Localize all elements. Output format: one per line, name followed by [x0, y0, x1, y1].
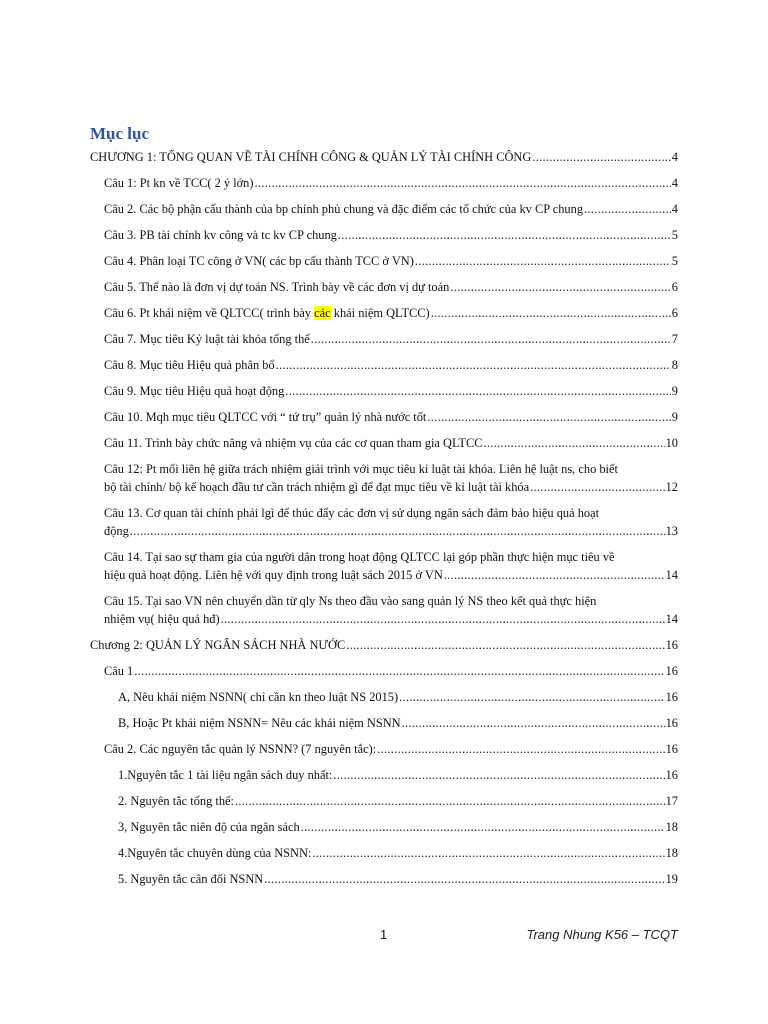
toc-entry[interactable]: [90, 636, 678, 654]
toc-entry-page: 9: [671, 384, 678, 398]
toc-entry-text: [104, 304, 430, 322]
toc-entry-page: 16: [665, 664, 678, 678]
toc-entry-page: 18: [665, 820, 678, 834]
toc-entry-page: 16: [665, 716, 678, 730]
dot-leader: [311, 330, 671, 348]
toc-title: Mục lục: [90, 124, 150, 143]
dot-leader: [301, 818, 665, 836]
toc-entry[interactable]: [90, 844, 678, 862]
toc-entry-text-part: Câu 6. Pt khái niệm về QLTCC( trình bày: [104, 306, 315, 320]
toc-entry[interactable]: [90, 818, 678, 836]
toc-entry-page: 14: [665, 612, 678, 626]
toc-entry-text: Câu 2. Các nguyên tắc quản lý NSNN? (7 nguyên tắc):: [104, 742, 377, 756]
toc-entry-text: 4.Nguyên tắc chuyên dùng của NSNN:: [118, 846, 312, 860]
toc-entry-page: 9: [671, 410, 678, 424]
toc-entry-text-part: khái niệm QLTCC): [330, 306, 430, 320]
toc-entry-page: 7: [671, 332, 678, 346]
dot-leader: [255, 174, 671, 192]
toc-entry[interactable]: [90, 870, 678, 888]
toc-entry[interactable]: [90, 662, 678, 680]
dot-leader: [134, 662, 664, 680]
toc-entry[interactable]: [90, 252, 678, 270]
toc-entry-page: 16: [665, 742, 678, 756]
toc-entry[interactable]: [90, 304, 678, 322]
toc-entry-page: 13: [665, 524, 678, 538]
dot-leader: [431, 304, 671, 322]
toc-entry-text: Chương 2: QUẢN LÝ NGÂN SÁCH NHÀ NƯỚC: [90, 638, 346, 652]
toc-entry-text: 3, Nguyên tắc niên độ của ngân sách: [118, 820, 300, 834]
dot-leader: [415, 252, 671, 270]
toc-entry-text: Câu 4. Phân loại TC công ở VN( các bp cấu thành TCC ở VN): [104, 254, 414, 268]
toc-entry-page: 4: [671, 176, 678, 190]
toc-entry[interactable]: [90, 408, 678, 426]
toc-entry-page: 14: [665, 568, 678, 582]
toc-entry[interactable]: [90, 174, 678, 192]
toc-entry-page: 19: [665, 872, 678, 886]
toc-entry-page: 6: [671, 306, 678, 320]
footer-page-number: 1: [380, 927, 388, 942]
toc-entry-text: A, Nêu khái niệm NSNN( chỉ cần kn theo luật NS 2015): [118, 690, 399, 704]
toc-entry[interactable]: [90, 460, 678, 496]
dot-leader: [221, 610, 665, 628]
toc-entry[interactable]: [90, 382, 678, 400]
toc-entry[interactable]: [90, 504, 678, 540]
toc-entry[interactable]: [90, 148, 678, 166]
toc-entry[interactable]: [90, 548, 678, 584]
toc-entry[interactable]: [90, 278, 678, 296]
toc-entry-page: 8: [671, 358, 678, 372]
toc-entry-text-line1: Câu 12: Pt mối liên hệ giữa trách nhiệm giải trình với mục tiêu kỉ luật tài khóa. Liên hệ luật ns, cho biết: [104, 462, 618, 476]
toc-entry-page: 17: [665, 794, 678, 808]
toc-entry[interactable]: [90, 766, 678, 784]
toc-entry-page: 16: [665, 638, 678, 652]
dot-leader: [450, 278, 670, 296]
toc-entry-page: 5: [671, 254, 678, 268]
dot-leader: [399, 688, 664, 706]
toc-entry-page: 10: [665, 436, 678, 450]
dot-leader: [402, 714, 665, 732]
dot-leader: [264, 870, 664, 888]
toc-entry-page: 6: [671, 280, 678, 294]
toc-entry-page: 4: [671, 202, 678, 216]
toc-entry[interactable]: [90, 200, 678, 218]
toc-entry-text-line2: nhiệm vụ( hiệu quả hđ): [104, 612, 220, 626]
toc-entry-text: Câu 3. PB tài chính kv công và tc kv CP chung: [104, 228, 337, 242]
toc-entry[interactable]: [90, 330, 678, 348]
toc-entry[interactable]: [90, 740, 678, 758]
footer-author: Trang Nhung K56 – TCQT: [526, 927, 678, 942]
dot-leader: [483, 434, 664, 452]
toc-entry-text: 1.Nguyên tắc 1 tài liệu ngân sách duy nhất:: [118, 768, 333, 782]
toc-entry-page: 16: [665, 768, 678, 782]
dot-leader: [312, 844, 664, 862]
toc-entry-text-line2: động: [104, 524, 129, 538]
toc-entry-text: Câu 2. Các bộ phận cấu thành của bp chính phủ chung và đặc điểm các tổ chức của kv CP chung: [104, 202, 584, 216]
dot-leader: [235, 792, 665, 810]
toc-entry-text: 5. Nguyên tắc cân đối NSNN: [118, 872, 264, 886]
toc-entry[interactable]: [90, 714, 678, 732]
dot-leader: [346, 636, 664, 654]
toc-entry-text: Câu 11. Trình bày chức năng và nhiệm vụ của các cơ quan tham gia QLTCC: [104, 436, 483, 450]
toc-entry-text: Câu 1: [104, 664, 134, 678]
toc-entry-text: Câu 10. Mqh mục tiêu QLTCC với “ tứ trụ” quản lý nhà nước tốt: [104, 410, 427, 424]
dot-leader: [444, 566, 665, 584]
toc-entry-text: CHƯƠNG 1: TỔNG QUAN VỀ TÀI CHÍNH CÔNG & QUẢN LÝ TÀI CHÍNH CÔNG: [90, 150, 532, 164]
toc-entry-text: B, Hoặc Pt khái niệm NSNN= Nêu các khái niệm NSNN: [118, 716, 401, 730]
dot-leader: [532, 148, 670, 166]
toc-entry-page: 12: [665, 480, 678, 494]
toc-entry-text: Câu 9. Mục tiêu Hiệu quả hoạt động: [104, 384, 285, 398]
toc-entry-text-line2: hiệu quả hoạt động. Liên hệ với quy định trong luật sách 2015 ở VN: [104, 568, 443, 582]
toc-entry-text: Câu 7. Mục tiêu Kỷ luật tài khóa tổng thể: [104, 332, 310, 346]
toc-entry-page: 4: [671, 150, 678, 164]
toc-entry-text-line1: Câu 14. Tại sao sự tham gia của người dân trong hoạt động QLTCC lại góp phần thực hiện mục tiêu về: [104, 550, 615, 564]
toc-entry-page: 16: [665, 690, 678, 704]
toc-entry[interactable]: [90, 688, 678, 706]
toc-entry-text: 2. Nguyên tắc tổng thể:: [118, 794, 234, 808]
dot-leader: [285, 382, 670, 400]
toc-entry-text: Câu 5. Thế nào là đơn vị dự toán NS. Trình bày về các đơn vị dự toán: [104, 280, 450, 294]
table-of-contents: [90, 148, 678, 896]
dot-leader: [276, 356, 671, 374]
toc-entry-text-line1: Câu 15. Tại sao VN nên chuyển dần từ qly Ns theo đầu vào sang quản lý NS theo kết quả thực hiện: [104, 594, 597, 608]
dot-leader: [530, 478, 664, 496]
highlighted-text: các: [314, 306, 331, 320]
toc-entry[interactable]: [90, 434, 678, 452]
toc-entry-text: Câu 8. Mục tiêu Hiệu quả phân bổ: [104, 358, 275, 372]
dot-leader: [427, 408, 670, 426]
dot-leader: [377, 740, 664, 758]
toc-entry-text-line1: Câu 13. Cơ quan tài chính phải lgì để thúc đẩy các đơn vị sử dụng ngân sách đảm bảo hiệu quả hoạt: [104, 506, 600, 520]
toc-entry-page: 5: [671, 228, 678, 242]
toc-entry[interactable]: [90, 226, 678, 244]
toc-entry[interactable]: [90, 356, 678, 374]
dot-leader: [584, 200, 671, 218]
dot-leader: [333, 766, 664, 784]
toc-entry-text: Câu 1: Pt kn về TCC( 2 ý lớn): [104, 176, 254, 190]
toc-entry-text-line2: bộ tài chính/ bộ kế hoạch đầu tư cần trách nhiệm gì để đạt mục tiêu về kỉ luật tài khóa: [104, 480, 530, 494]
dot-leader: [338, 226, 671, 244]
toc-entry[interactable]: [90, 592, 678, 628]
toc-entry[interactable]: [90, 792, 678, 810]
dot-leader: [130, 522, 665, 540]
toc-entry-page: 18: [665, 846, 678, 860]
